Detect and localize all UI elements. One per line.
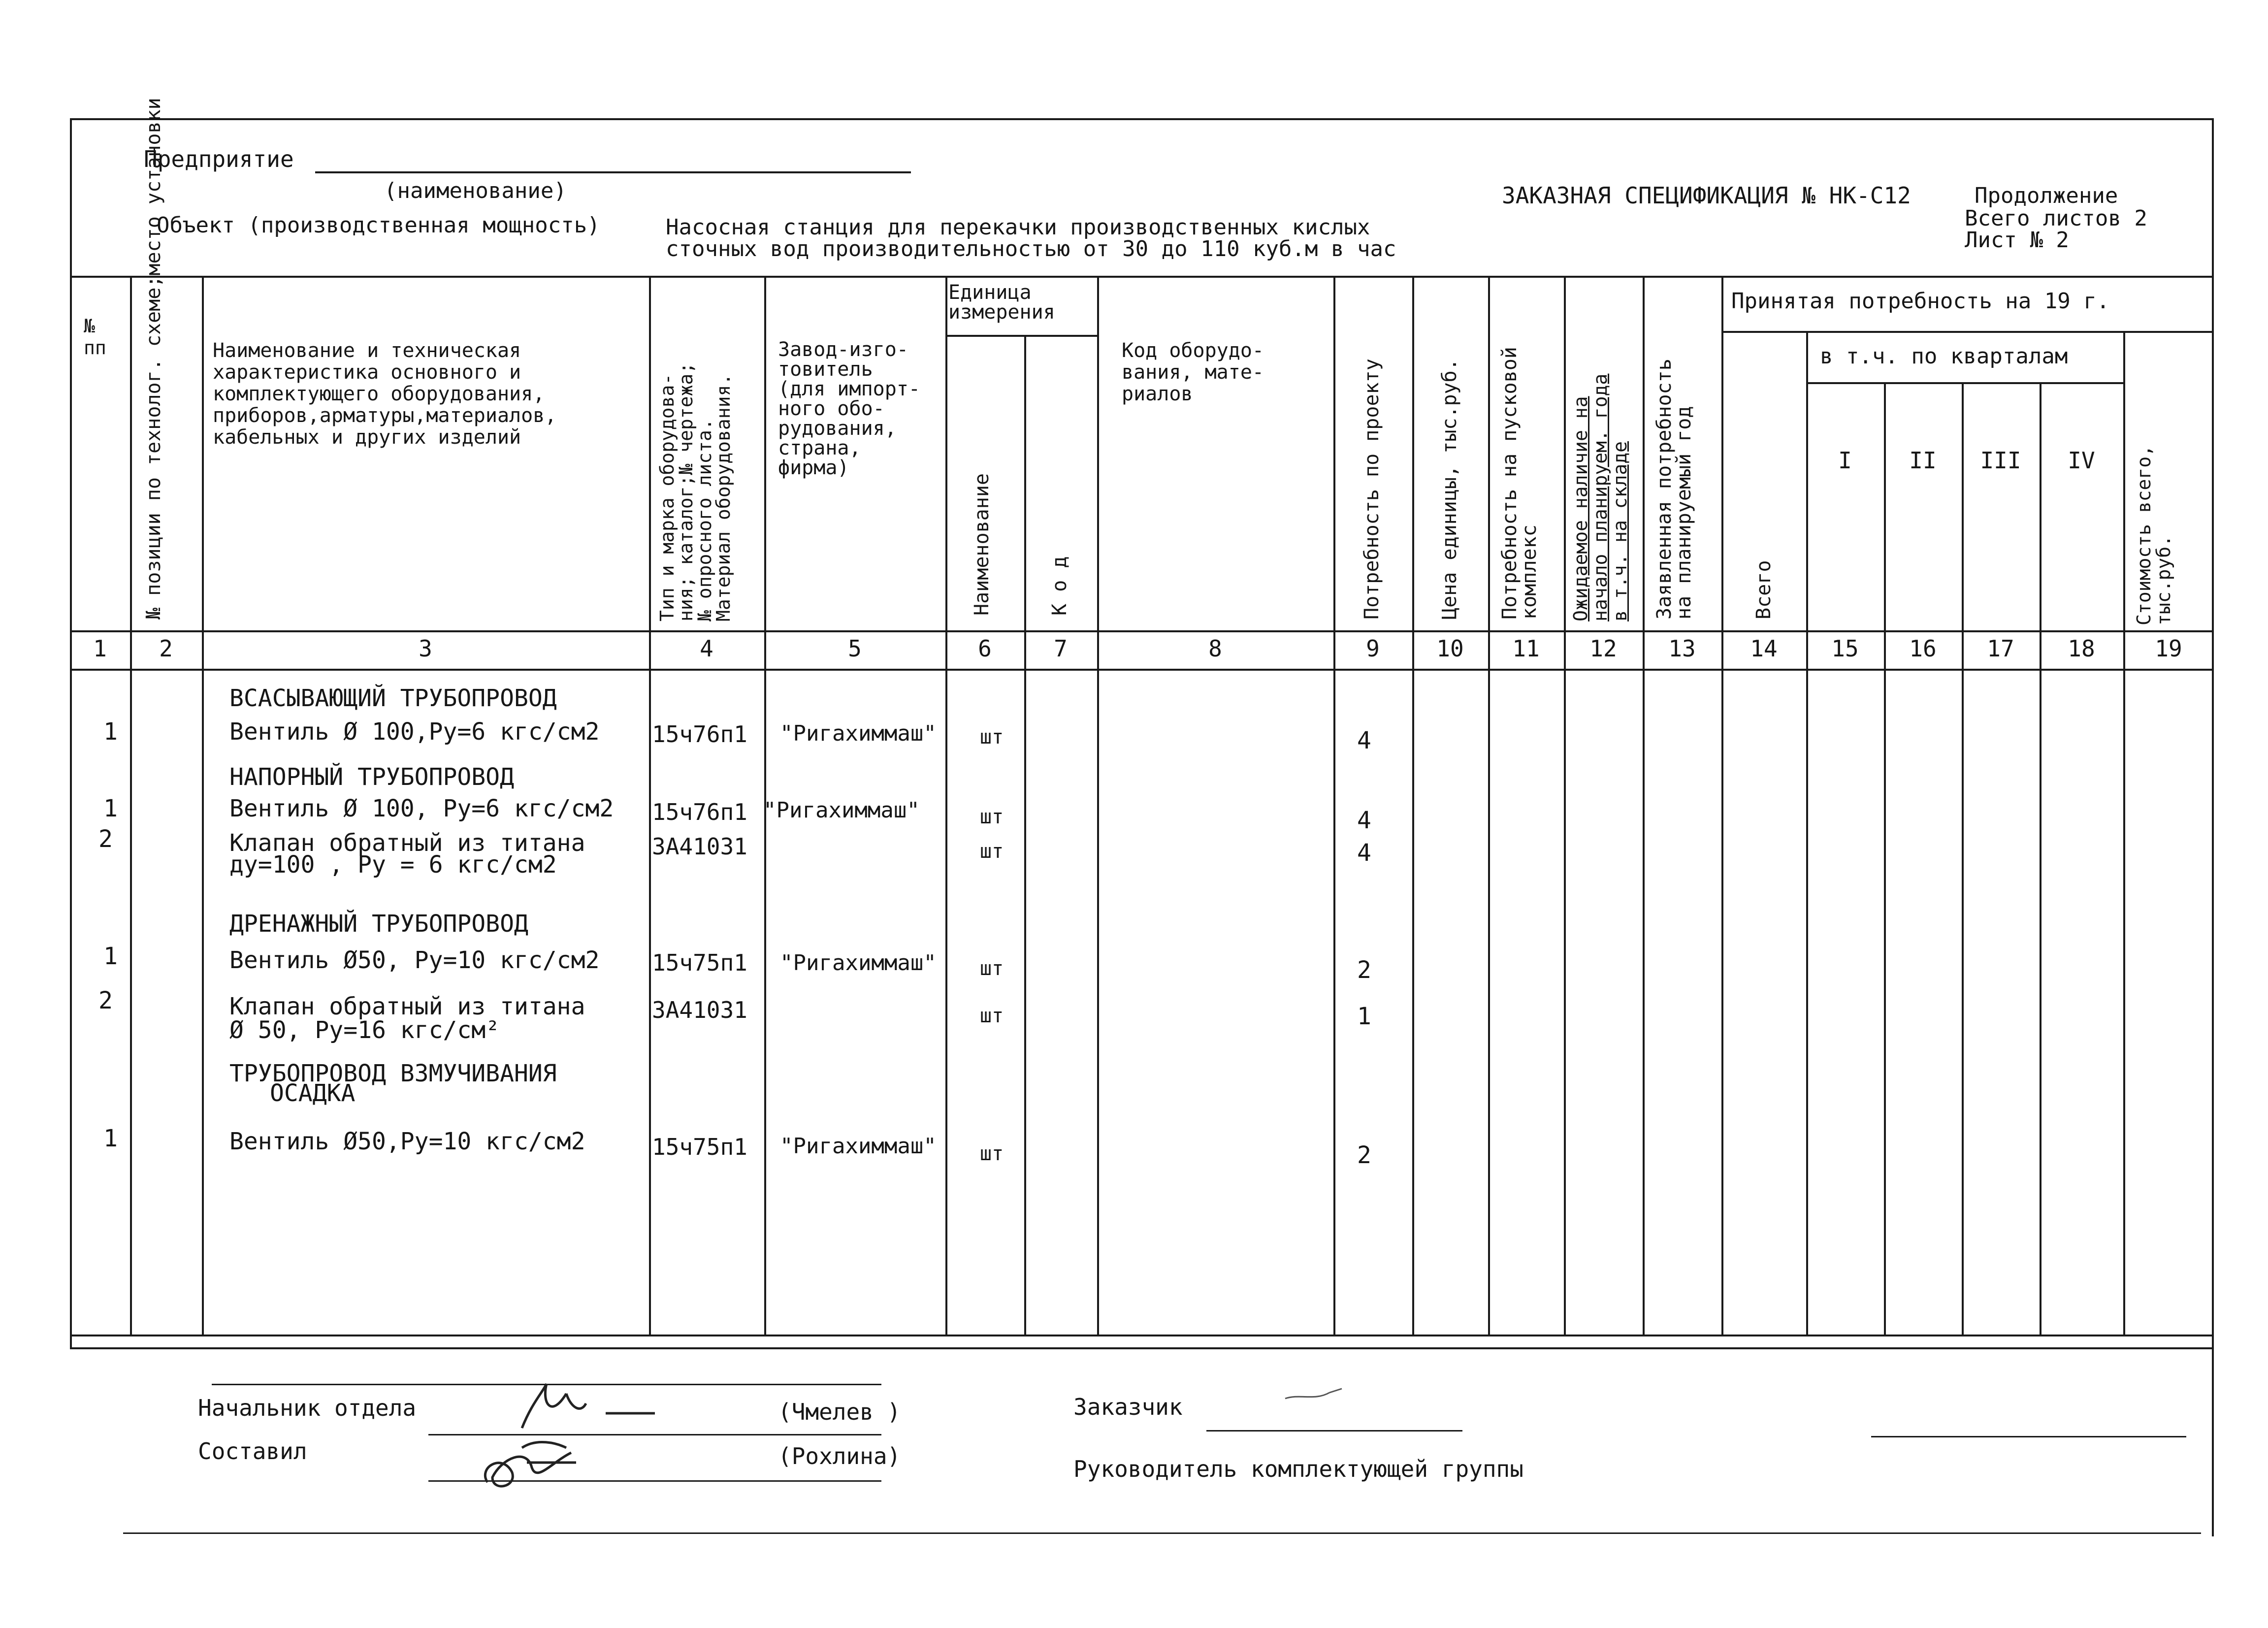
row-name-2: Ø 50, Ру=16 кгс/см²: [229, 1016, 500, 1044]
column-number: 18: [2068, 635, 2095, 662]
col-line: [1643, 276, 1645, 1335]
row-unit: шт: [980, 840, 1004, 863]
object-text-1: Насосная станция для перекачки производственных кислых: [666, 215, 1370, 240]
row-name: Клапан обратный из титана: [229, 993, 585, 1020]
row-mark: 15ч76п1: [652, 721, 747, 748]
col-line: [1884, 382, 1886, 1335]
row-unit: шт: [980, 806, 1004, 828]
column-number: 15: [1831, 635, 1859, 662]
table-bottom-line: [70, 1335, 2214, 1336]
row-maker: "Ригахиммаш": [780, 950, 937, 976]
row-name: Вентиль Ø50, Ру=10 кгс/см2: [229, 946, 600, 974]
section-agitation: ТРУБОПРОВОД ВЗМУЧИВАНИЯ: [229, 1060, 557, 1087]
section-suction: ВСАСЫВАЮЩИЙ ТРУБОПРОВОД: [229, 684, 557, 712]
col8-header: Код оборудо- вания, мате- риалов: [1122, 339, 1264, 405]
signature-compiled: [473, 1428, 601, 1497]
row-name: Вентиль Ø 100, Ру=6 кгс/см2: [229, 795, 614, 822]
row-mark: 15ч75п1: [652, 1134, 747, 1160]
colnum-bottom-line: [70, 669, 2214, 671]
quarter-2: II: [1909, 447, 1937, 474]
col1-header: № пп: [84, 315, 106, 358]
row-name: Клапан обратный из титана: [229, 829, 585, 857]
table-top-border: [70, 276, 2214, 278]
continuation: Продолжение: [1975, 183, 2118, 208]
col5-header: Завод-изго- товитель (для импорт- ного обо- рудования, страна, фирма): [778, 338, 920, 479]
col-line: [1962, 382, 1964, 1335]
right-edge-line: [2212, 1349, 2214, 1536]
bottom-rule: [123, 1532, 2201, 1534]
object-text-2: сточных вод производительностью от 30 до 110 куб.м в час: [666, 236, 1396, 261]
col13-header: Заявленная потребность на планируемый год: [1653, 358, 1695, 619]
enterprise-underline: [315, 171, 911, 173]
column-number: 6: [978, 635, 992, 662]
col-line: [1024, 335, 1026, 1335]
column-number: 5: [848, 635, 862, 662]
row-mark: 15ч76п1: [652, 799, 747, 825]
col-line: [130, 276, 132, 1335]
row-unit: шт: [980, 1142, 1004, 1165]
col19-header: Стоимость всего, тыс.руб.: [2133, 445, 2174, 625]
col-line: [202, 276, 204, 1335]
row-qty: 1: [1357, 1003, 1371, 1030]
compiled-name: (Рохлина): [778, 1443, 901, 1469]
col-line: [1097, 276, 1099, 1335]
col2-header: № позиции по технолог. схеме;место установки: [142, 98, 165, 619]
col12-header: Ожидаемое наличие на начало планируем. года в т.ч. на складе: [1570, 373, 1631, 621]
row-no: 1: [103, 795, 118, 822]
row-no: 2: [98, 987, 113, 1014]
row-no: 1: [103, 718, 118, 746]
row-qty: 2: [1357, 1141, 1371, 1169]
row-name: Вентиль Ø 100,Ру=6 кгс/см2: [229, 718, 600, 746]
col3-header: Наименование и техническая характеристика основного и комплектующего оборудования, приборов,арматуры,материалов, кабельных и других изделий: [213, 339, 557, 449]
quarter-3: III: [1980, 447, 2021, 474]
right-sign-line: [1871, 1436, 2186, 1437]
section-drain: ДРЕНАЖНЫЙ ТРУБОПРОВОД: [229, 910, 528, 938]
unit-subline: [945, 335, 1098, 337]
customer-sign-line: [1206, 1430, 1462, 1432]
col-line: [1488, 276, 1490, 1335]
row-qty: 4: [1357, 839, 1371, 867]
col-line: [2123, 331, 2125, 1335]
row-maker: "Ригахиммаш": [780, 721, 937, 746]
signature-customer: [1280, 1384, 1349, 1408]
quarter-1: I: [1838, 447, 1852, 474]
col-line: [1806, 331, 1808, 1335]
dept-head-label: Начальник отдела: [198, 1395, 417, 1421]
column-number: 11: [1512, 635, 1540, 662]
quarters-header: в т.ч. по кварталам: [1820, 344, 2068, 369]
col10-header: Цена единицы, тыс.руб.: [1438, 358, 1461, 619]
sheet-number: Лист № 2: [1965, 228, 2069, 253]
column-number: 12: [1589, 635, 1617, 662]
row-no: 1: [103, 943, 118, 970]
row-name: Вентиль Ø50,Ру=10 кгс/см2: [229, 1128, 585, 1155]
row-unit: шт: [980, 1005, 1004, 1027]
row-unit: шт: [980, 957, 1004, 980]
column-number: 3: [419, 635, 432, 662]
object-label: Объект (производственная мощность): [157, 213, 600, 238]
row-no: 2: [98, 825, 113, 853]
section-pressure: НАПОРНЫЙ ТРУБОПРОВОД: [229, 763, 514, 791]
quarter-4: IV: [2068, 447, 2095, 474]
group-head-label: Руководитель комплектующей группы: [1073, 1456, 1523, 1482]
col9-header: Потребность по проекту: [1361, 358, 1383, 619]
compiled-label: Составил: [198, 1438, 307, 1465]
row-qty: 2: [1357, 956, 1371, 984]
row-name-2: ду=100 , Ру = 6 кгс/см2: [229, 851, 557, 879]
column-number: 1: [93, 635, 107, 662]
colnum-top-line: [70, 630, 2214, 632]
name-caption: (наименование): [384, 178, 567, 203]
column-number: 10: [1436, 635, 1464, 662]
unit-header: Единица измерения: [948, 281, 1055, 324]
row-mark: 15ч75п1: [652, 949, 747, 976]
row-no: 1: [103, 1125, 118, 1152]
col-line: [945, 276, 947, 1335]
row-mark: 3А41031: [652, 833, 747, 860]
total-sheets: Всего листов 2: [1965, 206, 2147, 231]
column-number: 4: [700, 635, 713, 662]
column-number: 19: [2155, 635, 2182, 662]
row-maker: "Ригахиммаш": [780, 1134, 937, 1159]
spec-title: ЗАКАЗНАЯ СПЕЦИФИКАЦИЯ № НК-С12: [1502, 182, 1911, 209]
accepted-subline: [1721, 331, 2214, 333]
enterprise-label: Предприятие: [144, 146, 294, 172]
row-unit: шт: [980, 726, 1004, 749]
row-mark: 3А41031: [652, 997, 747, 1023]
col-line: [1721, 276, 1723, 1335]
column-number: 7: [1054, 635, 1068, 662]
col11-header: Потребность на пусковой комплекс: [1498, 347, 1541, 619]
section-agitation-2: ОСАДКА: [270, 1079, 356, 1107]
col-line: [1564, 276, 1566, 1335]
column-number: 16: [1909, 635, 1937, 662]
col4-header: Тип и марка оборудова- ния; каталог;№ чертежа; № опросного листа. Материал оборудования.: [656, 362, 734, 621]
col14-header: Всего: [1752, 560, 1775, 619]
col6-header: Наименование: [971, 473, 993, 616]
column-number: 13: [1668, 635, 1696, 662]
quarters-subline: [1806, 382, 2124, 384]
customer-label: Заказчик: [1073, 1394, 1183, 1420]
col-line: [1412, 276, 1414, 1335]
row-qty: 4: [1357, 807, 1371, 834]
column-number: 9: [1366, 635, 1380, 662]
column-number: 17: [1987, 635, 2014, 662]
column-number: 8: [1208, 635, 1222, 662]
column-number: 14: [1750, 635, 1778, 662]
col7-header: К о д: [1048, 556, 1071, 616]
row-maker: "Ригахиммаш": [763, 798, 920, 823]
col-line: [649, 276, 651, 1335]
row-qty: 4: [1357, 727, 1371, 754]
accepted-header: Принятая потребность на 19 г.: [1731, 289, 2110, 314]
col-line: [1333, 276, 1335, 1335]
column-number: 2: [159, 635, 173, 662]
col-line: [2040, 382, 2041, 1335]
dept-head-name: (Чмелев ): [778, 1399, 901, 1425]
